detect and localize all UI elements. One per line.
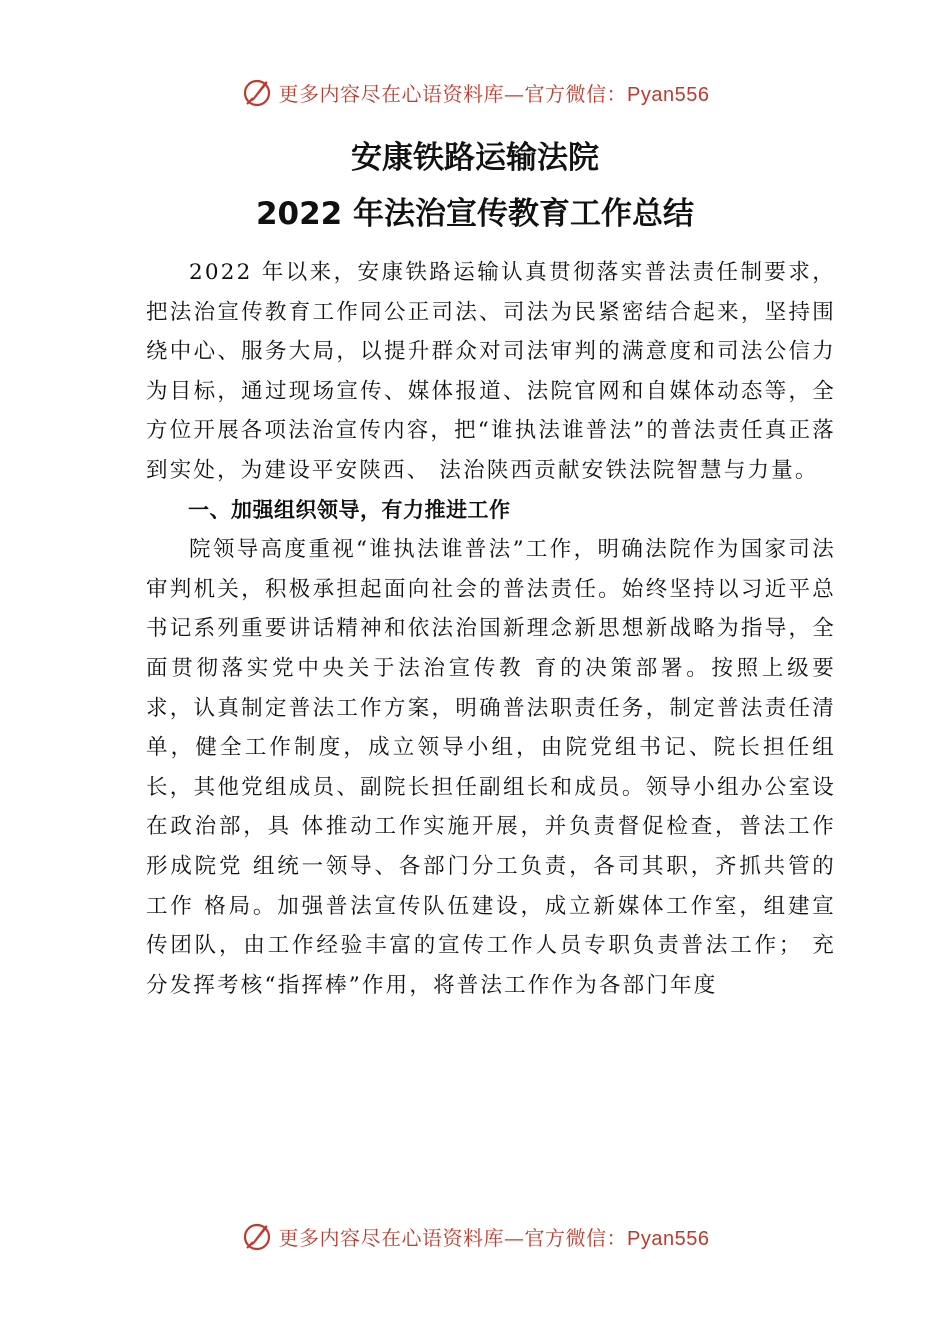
- header-watermark: [0, 72, 950, 112]
- wechat-id: Pyan556: [627, 83, 710, 106]
- intro-paragraph: 2022 年以来，安康铁路运输认真贯彻落实普法责任制要求，把法治宣传教育工作同公正司法、司法为民紧密结合起来，坚持围绕中心、服务大局，以提升群众对司法审判的满意度和司法公信力为目标，通过现场宣传、媒体报道、法院官网和自媒体动态等，全方位开展各项法治宣传内容，把“谁执法谁普法”的普法责任真正落到实处，为建设平安陕西、 法治陕西贡献安铁法院智慧与力量。: [146, 260, 836, 483]
- footer-watermark: [0, 1216, 950, 1256]
- section-paragraph: 院领导高度重视“谁执法谁普法”工作，明确法院作为国家司法审判机关，积极承担起面向社会的普法责任。始终坚持以习近平总书记系列重要讲话精神和依法治国新理念新思想新战略为指导，全面贯彻落实党中央关于法治宣传教 育的决策部署。按照上级要求，认真制定普法工作方案，明确普法职责任务，制定普法责任清单，健全工作制度，成立领导小组，由院党组书记、院长担任组长，其他党组成员、副院长担任副组长和成员。领导小组办公室设在政治部，具 体推动工作实施开展，并负责督促检查，普法工作形成院党 组统一领导、各部门分工负责，各司其职，齐抓共管的工作 格局。加强普法宣传队伍建设，成立新媒体工作室，组建宣传团队，由工作经验丰富的宣传工作人员专职负责普法工作； 充分发挥考核“指挥棒”作用，将普法工作作为各部门年度: [146, 537, 836, 998]
- document-body: [146, 253, 836, 1005]
- watermark-text: 更多内容尽在心语资料库—官方微信：Pyan556: [278, 1225, 710, 1250]
- quill-circle-icon: [241, 1220, 273, 1252]
- document-title-line1: 安康铁路运输法院: [351, 140, 599, 176]
- document-title-line2: 2022 年法治宣传教育工作总结: [255, 196, 695, 232]
- quill-circle-icon: [241, 76, 273, 108]
- watermark-text: 更多内容尽在心语资料库—官方微信：Pyan556: [278, 81, 710, 106]
- section-heading: 一、加强组织领导，有力推进工作: [188, 497, 511, 522]
- wechat-id: Pyan556: [627, 1227, 710, 1250]
